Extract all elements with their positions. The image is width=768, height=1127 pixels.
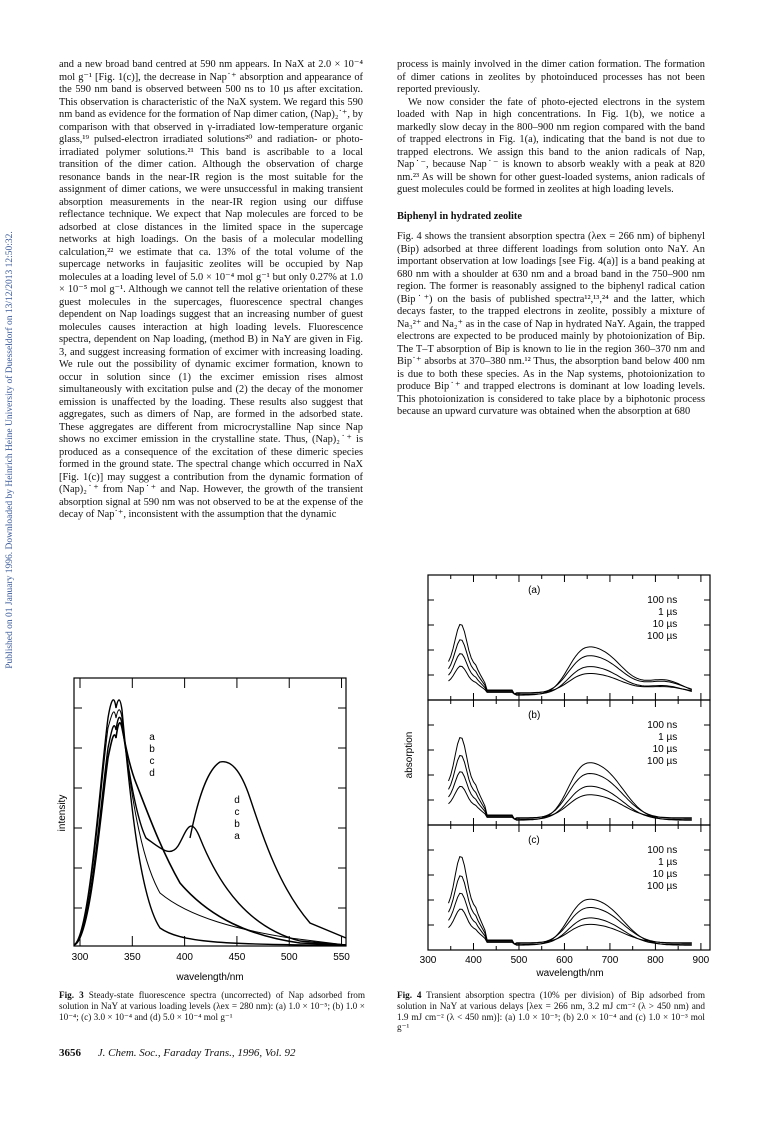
fig3-curve-d	[74, 723, 346, 945]
fig3-label-left: b	[149, 744, 155, 755]
fig3-xtick-label: 400	[176, 952, 193, 963]
fig4-legend-entry: 100 µs	[647, 756, 678, 767]
fig4-legend-entry: 100 ns	[647, 845, 678, 856]
right-paragraph: We now consider the fate of photo-ejected electrons in the system loaded with Nap in high concentrations. In Fig. 1(b), we notice a markedly slow decay in the 800–900 nm region compared with the band of trapped electrons in Fig. 1(a), indicating that the band is not due to trapped electrons. We assign this band to the anion radicals of Nap, Nap˙⁻, because Nap˙⁻ is known to absorb weakly with a peak at 820 nm.²³ As will be shown for other guest-loaded systems, anion radicals of guest molecules could be formed in zeolites at high loading levels.	[397, 96, 705, 195]
journal-citation: J. Chem. Soc., Faraday Trans., 1996, Vol. 92	[97, 1047, 296, 1059]
fig4-legend-entry: 1 µs	[658, 732, 678, 743]
fig4-xtick-label: 900	[692, 955, 710, 966]
fig4-ylabel: absorption	[404, 731, 415, 779]
left-paragraph: and a new broad band centred at 590 nm appears. In NaX at 2.0 × 10⁻⁴ mol g⁻¹ [Fig. 1(c)], the decrease in Nap˙⁺ absorption and appearance of the 590 nm band is observed between 500 ns to 10 µs after excitation. This observation is characteristic of the NaX system. We regard this 590 nm band as evidence for the formation of Nap dimer cation, (Nap)₂˙⁺, by comparison with that observed in γ-irradiated low-temperature organic glass,¹⁹ pulsed-electron irradiated solutions²⁰ and radiation- or photo-irradiated polymer solutions.²¹ This band is ascribable to a local transition of the dimer cation. Although the observation of charge resonance bands in the near-IR region is the most suitable for the assignment of dimer cations, we were unsuccessful in making transient absorption measurements in the near-IR region using our diffuse reflectance technique. We expect that Nap molecules are forced to be adsorbed at close distances in the limited space in the supercage networks at high loadings. On the basis of a molecular modelling calculation,²² we estimate that ca. 13% of the total volume of the supercage networks in faujasitic zeolites will be occupied by Nap molecules at a loading level of 5.0 × 10⁻⁴ mol g⁻¹ but only 0.27% at 1.0 × 10⁻⁵ mol g⁻¹. Although we cannot tell the relative orientation of these guest molecules in the supercages, fluorescence spectral changes dependent on Nap loadings suggest that an increasing number of guest molecules causes interaction at high loading levels. Fluorescence spectra, dependent on Nap loading, (method B) in NaY are given in Fig. 3, and suggest increasing formation of excimer with increasing loading. We rule out the possibility of dynamic excimer formation, known to occur in solution since (1) the excimer emission rises almost simultaneously with excitation pulse and (2) the decay of the monomer emission is unaffected by the loading. These results also suggest that aggregates, such as dimers of Nap, are formed in the adsorbed state. These aggregates are different from microcrystalline Nap since Nap shows no excimer emission in the crystalline state. Thus, (Nap)₂˙⁺ is produced as a consequence of the excitation of these dimeric species formed in the ground state. The spectral change which occurred in NaX [Fig. 1(c)] may suggest a contribution from the dynamic formation of (Nap)₂˙⁺ from Nap˙⁺ and Nap. However, the growth of the transient absorption signal at 590 nm was not observed to be at the expense of the decay of Nap˙⁺, inconsistent with the assumption that the dynamic	[59, 59, 363, 520]
fig4-curve	[449, 786, 692, 819]
right-column	[397, 59, 705, 419]
figure-4-caption	[397, 990, 705, 1033]
fig3-label-right: d	[234, 795, 240, 806]
figure-3-caption	[59, 990, 365, 1022]
fig3-label-left: a	[149, 732, 155, 743]
figure-4	[400, 565, 720, 985]
fig4-xtick-label: 700	[601, 955, 619, 966]
fig4-legend-entry: 10 µs	[652, 744, 678, 755]
fig4-xtick-label: 500	[510, 955, 528, 966]
fig4-plot	[400, 565, 720, 985]
fig3-xtick-label: 350	[123, 952, 141, 963]
fig4-xtick-label: 300	[419, 955, 437, 966]
fig3-label-left: d	[149, 768, 155, 779]
section-paragraph: Fig. 4 shows the transient absorption spectra (λex = 266 nm) of biphenyl (Bip) adsorbed at three different loadings from solution onto NaY. An important observation at low loadings [see Fig. 4(a)] is a band peaking at 680 nm with a shoulder at 630 nm and a broad band in the 750–900 nm region. The former is reasonably assigned to the biphenyl radical cation (Bip˙⁺) on the basis of published spectra¹²,¹³,²⁴ and the latter, which decays faster, to the trapped electrons in zeolite, possibly a mixture of Na₃²⁺ and Na₂⁺ as in the case of Nap in hydrated NaY. Again, the trapped electrons are expected to be produced mainly by photoionization of Bip. The T–T absorption of Bip is known to lie in the region 360–370 nm and Bip˙⁺ absorbs at 370–380 nm.¹² Thus, the absorption band below 400 nm is due to both these species. As in the Nap systems, photoionization to produce Bip˙⁺ and trapped electrons is dominant at low loading levels. This photoionization is considered to take place by a biphotonic process because an upward curvature was obtained when the absorption at 680	[397, 231, 705, 417]
caption-label: Fig. 3	[59, 990, 84, 1000]
download-notice	[2, 210, 18, 690]
fig4-xtick-label: 600	[556, 955, 573, 966]
fig3-xtick-label: 550	[333, 952, 350, 963]
fig3-label-right: a	[234, 831, 240, 842]
fig4-panel	[428, 575, 710, 700]
fig3-frame	[74, 678, 346, 946]
fig3-xtick-label: 300	[71, 952, 89, 963]
fig4-legend-entry: 1 µs	[658, 857, 678, 868]
fig4-legend-entry: 10 µs	[652, 869, 678, 880]
fig4-legend-entry: 10 µs	[652, 619, 678, 630]
page-number: 3656	[59, 1047, 81, 1059]
caption-text: Steady-state fluorescence spectra (uncorrected) of Nap adsorbed from solution in NaY at various loading levels (λex = 280 nm): (a) 1.0 × 10⁻⁵; (b) 1.0 × 10⁻⁴; (c) 3.0 × 10⁻⁴ and (d) 5.0 × 10⁻⁴ mol g⁻¹	[59, 990, 366, 1022]
fig4-legend-entry: 1 µs	[658, 607, 678, 618]
section-heading: Biphenyl in hydrated zeolite	[397, 210, 522, 222]
fig3-ylabel: intensity	[57, 794, 68, 832]
fig4-legend-entry: 100 µs	[647, 881, 678, 892]
left-column	[59, 59, 363, 522]
fig4-legend-entry: 100 µs	[647, 631, 678, 642]
right-paragraph: process is mainly involved in the dimer cation formation. The formation of dimer cations in zeolites by photoinduced processes has not been reported previously.	[397, 59, 705, 95]
fig3-ticks	[74, 678, 346, 946]
page-footer	[59, 1047, 295, 1059]
fig4-legend-entry: 100 ns	[647, 720, 678, 731]
fig4-xtick-label: 800	[647, 955, 664, 966]
fig3-label-left: c	[149, 756, 155, 767]
fig4-xtick-label: 400	[465, 955, 482, 966]
fig3-xtick-label: 450	[228, 952, 246, 963]
fig4-panel-tag: (a)	[528, 585, 541, 596]
fig4-panel-tag: (b)	[528, 710, 541, 721]
fig4-curve	[449, 654, 692, 695]
fig4-legend-entry: 100 ns	[647, 595, 678, 606]
fig4-curve	[449, 772, 692, 820]
fig4-panel-tag: (c)	[528, 835, 540, 846]
fig4-panel	[428, 825, 710, 950]
fig4-curve	[449, 893, 692, 944]
fig3-label-right: c	[234, 807, 240, 818]
download-notice-text: Published on 01 January 1996. Downloaded by Heinrich Heine University of Duesseldorf on 13/12/2013 12:50:32.	[5, 231, 15, 669]
fig3-xtick-label: 500	[280, 952, 298, 963]
fig4-xlabel: wavelength/nm	[536, 968, 604, 979]
fig3-plot	[50, 668, 370, 984]
caption-text: Transient absorption spectra (10% per division) of Bip adsorbed from solution in NaY at various delays [λex = 266 nm, 3.2 mJ cm⁻² (λ > 450 nm) and 1.9 mJ cm⁻² (λ < 450 nm)]: (a) 1.0 × 10⁻⁵; (b) 2.0 × 10⁻⁴ and (c) 1.0 × 10⁻³ mol g⁻¹	[397, 990, 705, 1033]
fig3-xlabel: wavelength/nm	[176, 972, 244, 983]
fig4-curve	[449, 909, 692, 944]
fig3-label-right: b	[234, 819, 240, 830]
fig4-panel	[428, 700, 710, 825]
caption-label: Fig. 4	[397, 990, 422, 1000]
figure-3	[50, 668, 370, 984]
